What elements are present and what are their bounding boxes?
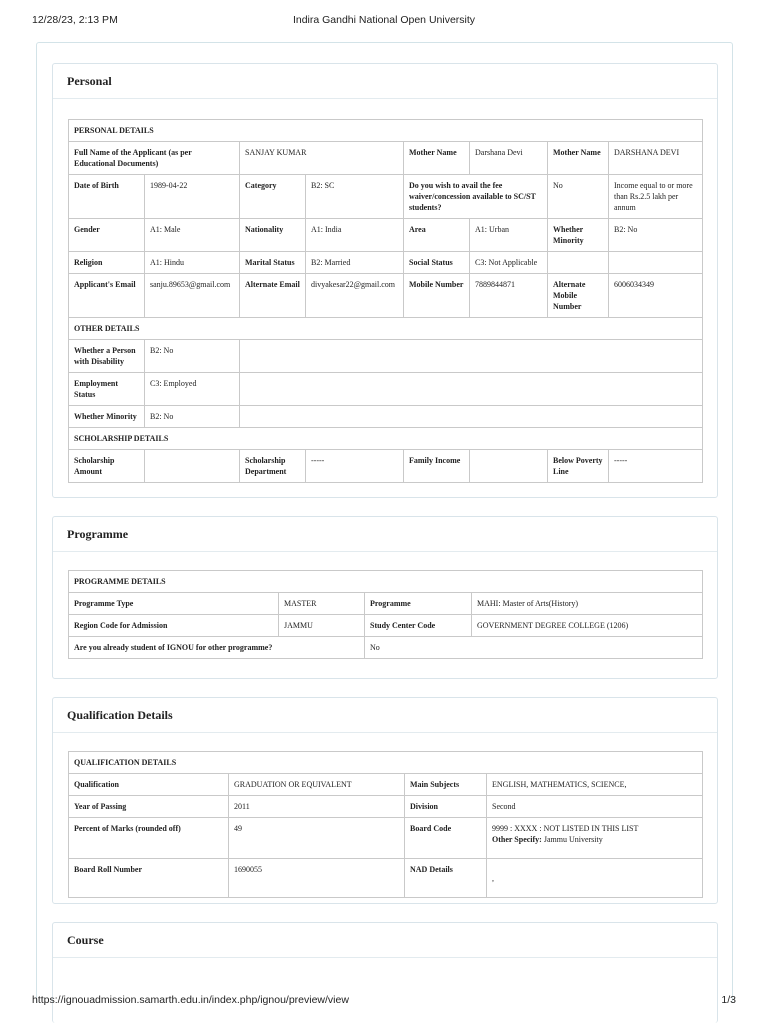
programme-label: Programme (365, 593, 472, 615)
course-heading: Course (53, 923, 717, 958)
mother-name-value: Darshana Devi (470, 142, 548, 175)
fee-waiver-value: No (548, 175, 609, 219)
main-subjects-label: Main Subjects (405, 774, 487, 796)
bpl-label: Below Poverty Line (548, 450, 609, 483)
print-datetime: 12/28/23, 2:13 PM (32, 14, 118, 26)
study-center-label: Study Center Code (365, 615, 472, 637)
board-roll-value: 1690055 (229, 859, 405, 898)
already-student-label: Are you already student of IGNOU for other programme? (69, 637, 365, 659)
print-page-title: Indira Gandhi National Open University (292, 14, 476, 26)
programme-type-value: MASTER (279, 593, 365, 615)
dob-value: 1989-04-22 (145, 175, 240, 219)
personal-heading: Personal (53, 64, 717, 99)
other-details-section: OTHER DETAILS (69, 318, 703, 340)
mobile-value: 7889844871 (470, 274, 548, 318)
income-note: Income equal to or more than Rs.2.5 lakh per annum (609, 175, 703, 219)
qualification-details-table (68, 751, 703, 898)
email-value: sanju.89653@gmail.com (145, 274, 240, 318)
marital-status-value: B2: Married (306, 252, 404, 274)
minority-label: Whether Minority (548, 219, 609, 252)
family-income-label: Family Income (404, 450, 470, 483)
mobile-label: Mobile Number (404, 274, 470, 318)
programme-type-label: Programme Type (69, 593, 279, 615)
employment-status-value: C3: Employed (145, 373, 240, 406)
other-specify-line (492, 834, 697, 845)
programme-panel (52, 516, 718, 679)
social-status-label: Social Status (404, 252, 470, 274)
region-code-value: JAMMU (279, 615, 365, 637)
scholarship-department-label: Scholarship Department (240, 450, 306, 483)
full-name-value: SANJAY KUMAR (240, 142, 404, 175)
scholarship-details-section: SCHOLARSHIP DETAILS (69, 428, 703, 450)
region-code-label: Region Code for Admission (69, 615, 279, 637)
minority-value-2: B2: No (145, 406, 240, 428)
year-of-passing-label: Year of Passing (69, 796, 229, 818)
programme-heading: Programme (53, 517, 717, 552)
qualification-details-section: QUALIFICATION DETAILS (69, 752, 703, 774)
nationality-label: Nationality (240, 219, 306, 252)
division-value: Second (487, 796, 703, 818)
category-label: Category (240, 175, 306, 219)
print-footer (32, 994, 736, 1010)
disability-label: Whether a Person with Disability (69, 340, 145, 373)
percent-marks-label: Percent of Marks (rounded off) (69, 818, 229, 859)
main-subjects-value: ENGLISH, MATHEMATICS, SCIENCE, (487, 774, 703, 796)
empty-cell (609, 252, 703, 274)
empty-cell (240, 340, 703, 373)
other-specify-value: Jammu University (543, 835, 603, 844)
personal-panel (52, 63, 718, 498)
gender-label: Gender (69, 219, 145, 252)
scholarship-amount-value (145, 450, 240, 483)
year-of-passing-value: 2011 (229, 796, 405, 818)
religion-value: A1: Hindu (145, 252, 240, 274)
social-status-value: C3: Not Applicable (470, 252, 548, 274)
board-roll-label: Board Roll Number (69, 859, 229, 898)
family-income-value (470, 450, 548, 483)
qualification-label: Qualification (69, 774, 229, 796)
print-header (32, 14, 736, 30)
religion-label: Religion (69, 252, 145, 274)
programme-details-table (68, 570, 703, 659)
full-name-label: Full Name of the Applicant (as per Educational Documents) (69, 142, 240, 175)
other-specify-label: Other Specify: (492, 835, 542, 844)
minority-label-2: Whether Minority (69, 406, 145, 428)
email-label: Applicant's Email (69, 274, 145, 318)
board-code-label: Board Code (405, 818, 487, 859)
bpl-value: ----- (609, 450, 703, 483)
alt-mobile-label: Alternate Mobile Number (548, 274, 609, 318)
employment-status-label: Employment Status (69, 373, 145, 406)
marital-status-label: Marital Status (240, 252, 306, 274)
qualification-value: GRADUATION OR EQUIVALENT (229, 774, 405, 796)
division-label: Division (405, 796, 487, 818)
empty-cell (240, 373, 703, 406)
area-label: Area (404, 219, 470, 252)
nad-details-label: NAD Details (405, 859, 487, 898)
programme-value: MAHI: Master of Arts(History) (472, 593, 703, 615)
board-code-cell (487, 818, 703, 859)
area-value: A1: Urban (470, 219, 548, 252)
fee-waiver-label: Do you wish to avail the fee waiver/concession available to SC/ST students? (404, 175, 548, 219)
empty-cell (548, 252, 609, 274)
category-value: B2: SC (306, 175, 404, 219)
scholarship-amount-label: Scholarship Amount (69, 450, 145, 483)
mother-name-label: Mother Name (404, 142, 470, 175)
empty-cell (240, 406, 703, 428)
study-center-value: GOVERNMENT DEGREE COLLEGE (1206) (472, 615, 703, 637)
mother-name-value-2: DARSHANA DEVI (609, 142, 703, 175)
scholarship-department-value: ----- (306, 450, 404, 483)
personal-details-table (68, 119, 703, 483)
qualification-heading: Qualification Details (53, 698, 717, 733)
alt-email-label: Alternate Email (240, 274, 306, 318)
print-page-number: 1/3 (721, 994, 736, 1006)
gender-value: A1: Male (145, 219, 240, 252)
nad-details-value (487, 859, 703, 898)
percent-marks-value: 49 (229, 818, 405, 859)
nad-details-text: , (492, 873, 494, 883)
alt-email-value: divyakesar22@gmail.com (306, 274, 404, 318)
board-code-value: 9999 : XXXX : NOT LISTED IN THIS LIST (492, 824, 639, 833)
mother-name-label-2: Mother Name (548, 142, 609, 175)
personal-details-section: PERSONAL DETAILS (69, 120, 703, 142)
minority-value: B2: No (609, 219, 703, 252)
programme-details-section: PROGRAMME DETAILS (69, 571, 703, 593)
alt-mobile-value: 6006034349 (609, 274, 703, 318)
nationality-value: A1: India (306, 219, 404, 252)
qualification-panel (52, 697, 718, 904)
dob-label: Date of Birth (69, 175, 145, 219)
disability-value: B2: No (145, 340, 240, 373)
print-url: https://ignouadmission.samarth.edu.in/index.php/ignou/preview/view (32, 994, 349, 1006)
already-student-value: No (365, 637, 703, 659)
